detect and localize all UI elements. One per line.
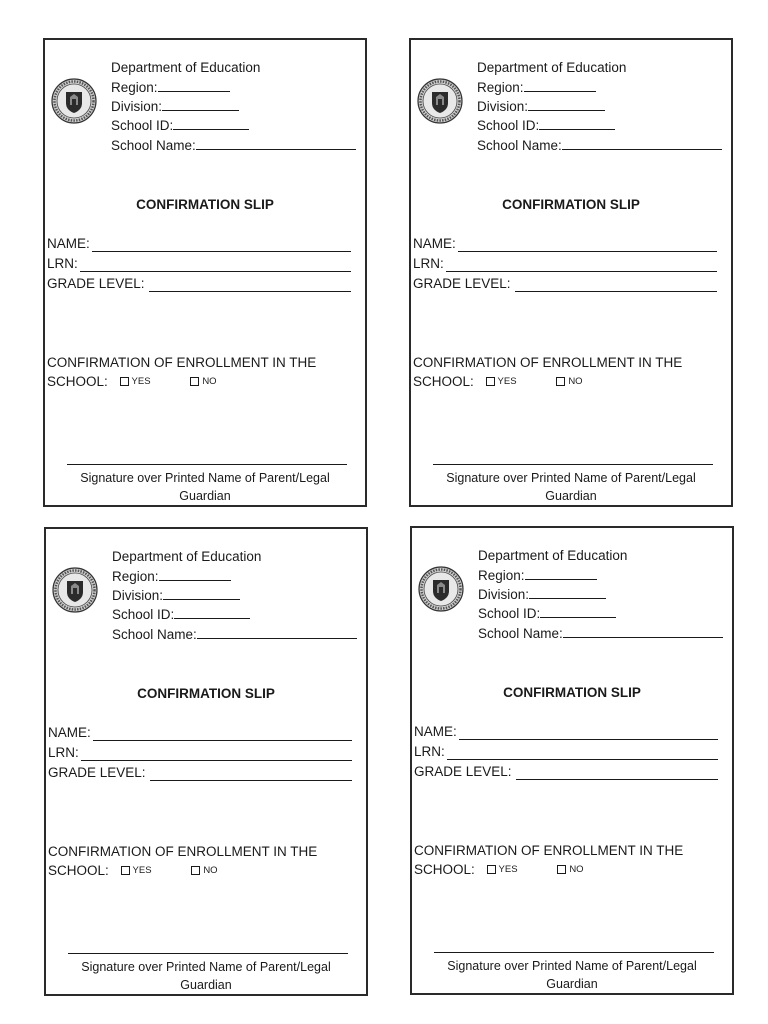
name-label: NAME: [48, 725, 91, 740]
checkbox-icon [486, 377, 495, 386]
school-id-label: School ID: [478, 606, 541, 621]
division-field [478, 587, 606, 603]
school-name-label: School Name: [477, 138, 562, 153]
signature-caption-line2: Guardian [180, 978, 232, 992]
no-option [190, 372, 216, 391]
signature-caption [411, 469, 731, 505]
region-label: Region: [478, 568, 525, 583]
school-id-label: School ID: [111, 118, 174, 133]
lrn-label: LRN: [47, 256, 78, 271]
name-blank [93, 728, 352, 741]
region-blank [158, 80, 230, 92]
name-label: NAME: [414, 724, 457, 739]
region-label: Region: [477, 80, 524, 95]
checkbox-icon [121, 866, 130, 875]
confirmation-slip [44, 527, 368, 996]
yes-option [487, 860, 518, 879]
no-label: NO [568, 376, 583, 387]
division-blank [528, 99, 605, 111]
signature-caption-line2: Guardian [179, 489, 231, 503]
grade-level-field [413, 276, 717, 292]
division-blank [529, 587, 606, 599]
signature-caption-line2: Guardian [545, 489, 597, 503]
school-id-blank [174, 607, 250, 619]
school-name-field [478, 626, 723, 642]
region-label: Region: [111, 80, 158, 95]
school-id-blank [173, 118, 249, 130]
region-blank [524, 80, 596, 92]
enrollment-confirmation [47, 353, 316, 391]
yes-label: YES [131, 376, 151, 387]
name-field [47, 236, 351, 252]
lrn-blank [446, 259, 717, 272]
signature-caption-line1: Signature over Printed Name of Parent/Legal [446, 471, 696, 485]
school-name-blank [562, 138, 722, 150]
school-id-label: School ID: [477, 118, 540, 133]
grade-level-blank [516, 767, 718, 780]
school-label: SCHOOL: [413, 374, 474, 389]
name-label: NAME: [47, 236, 90, 251]
lrn-field [47, 256, 351, 272]
checkbox-icon [556, 377, 565, 386]
enrollment-confirmation [413, 353, 682, 391]
school-label: SCHOOL: [414, 862, 475, 877]
department-name: Department of Education [111, 60, 261, 75]
name-field [414, 724, 718, 740]
confirmation-slip [410, 526, 734, 995]
region-label: Region: [112, 569, 159, 584]
lrn-label: LRN: [413, 256, 444, 271]
checkbox-icon [190, 377, 199, 386]
deped-seal-icon [51, 78, 97, 124]
no-label: NO [203, 865, 218, 876]
enrollment-confirmation [48, 842, 317, 880]
department-name: Department of Education [112, 549, 262, 564]
region-blank [159, 569, 231, 581]
no-option [191, 861, 217, 880]
no-option [556, 372, 582, 391]
no-option [557, 860, 583, 879]
yes-label: YES [497, 376, 517, 387]
grade-level-blank [150, 768, 352, 781]
signature-caption-line1: Signature over Printed Name of Parent/Legal [80, 471, 330, 485]
region-field [112, 569, 231, 585]
division-field [111, 99, 239, 115]
slip-title: CONFIRMATION SLIP [503, 685, 641, 700]
name-blank [458, 239, 717, 252]
checkbox-icon [191, 866, 200, 875]
deped-seal-icon [418, 566, 464, 612]
yes-option [121, 861, 152, 880]
deped-seal-icon [417, 78, 463, 124]
school-id-label: School ID: [112, 607, 175, 622]
region-field [477, 80, 596, 96]
department-name: Department of Education [478, 548, 628, 563]
school-id-field [112, 607, 250, 623]
grade-level-field [47, 276, 351, 292]
department-name: Department of Education [477, 60, 627, 75]
school-name-label: School Name: [111, 138, 196, 153]
confirmation-question: CONFIRMATION OF ENROLLMENT IN THE [47, 355, 317, 370]
confirmation-question: CONFIRMATION OF ENROLLMENT IN THE [413, 355, 683, 370]
confirmation-question: CONFIRMATION OF ENROLLMENT IN THE [48, 844, 318, 859]
lrn-field [48, 745, 352, 761]
lrn-field [413, 256, 717, 272]
grade-level-label: GRADE LEVEL: [413, 276, 511, 291]
division-label: Division: [478, 587, 530, 602]
signature-caption-line1: Signature over Printed Name of Parent/Legal [81, 960, 331, 974]
region-field [111, 80, 230, 96]
signature-caption [46, 958, 366, 994]
confirmation-slip [409, 38, 733, 507]
school-id-blank [539, 118, 615, 130]
enrollment-confirmation [414, 841, 683, 879]
division-blank [163, 588, 240, 600]
name-blank [92, 239, 351, 252]
signature-line [67, 464, 347, 465]
division-field [112, 588, 240, 604]
school-label: SCHOOL: [48, 863, 109, 878]
checkbox-icon [120, 377, 129, 386]
school-name-blank [563, 626, 723, 638]
lrn-field [414, 744, 718, 760]
lrn-label: LRN: [414, 744, 445, 759]
lrn-blank [80, 259, 351, 272]
grade-level-label: GRADE LEVEL: [47, 276, 145, 291]
school-id-field [477, 118, 615, 134]
yes-option [486, 372, 517, 391]
signature-line [434, 952, 714, 953]
school-id-field [111, 118, 249, 134]
signature-caption-line2: Guardian [546, 977, 598, 991]
school-name-field [477, 138, 722, 154]
yes-label: YES [498, 864, 518, 875]
division-label: Division: [111, 99, 163, 114]
division-field [477, 99, 605, 115]
school-id-field [478, 606, 616, 622]
grade-level-label: GRADE LEVEL: [414, 764, 512, 779]
signature-line [433, 464, 713, 465]
grade-level-label: GRADE LEVEL: [48, 765, 146, 780]
school-name-label: School Name: [478, 626, 563, 641]
lrn-blank [447, 747, 718, 760]
deped-seal-icon [52, 567, 98, 613]
grade-level-field [48, 765, 352, 781]
division-label: Division: [112, 588, 164, 603]
no-label: NO [202, 376, 217, 387]
name-label: NAME: [413, 236, 456, 251]
signature-line [68, 953, 348, 954]
yes-label: YES [132, 865, 152, 876]
checkbox-icon [557, 865, 566, 874]
checkbox-icon [487, 865, 496, 874]
school-label: SCHOOL: [47, 374, 108, 389]
no-label: NO [569, 864, 584, 875]
lrn-label: LRN: [48, 745, 79, 760]
slip-title: CONFIRMATION SLIP [502, 197, 640, 212]
signature-caption [412, 957, 732, 993]
grade-level-blank [149, 279, 351, 292]
slip-title: CONFIRMATION SLIP [137, 686, 275, 701]
confirmation-question: CONFIRMATION OF ENROLLMENT IN THE [414, 843, 684, 858]
confirmation-slip [43, 38, 367, 507]
division-label: Division: [477, 99, 529, 114]
region-blank [525, 568, 597, 580]
lrn-blank [81, 748, 352, 761]
name-field [48, 725, 352, 741]
division-blank [162, 99, 239, 111]
signature-caption-line1: Signature over Printed Name of Parent/Legal [447, 959, 697, 973]
school-id-blank [540, 606, 616, 618]
school-name-blank [197, 627, 357, 639]
school-name-label: School Name: [112, 627, 197, 642]
region-field [478, 568, 597, 584]
signature-caption [45, 469, 365, 505]
grade-level-field [414, 764, 718, 780]
school-name-field [112, 627, 357, 643]
school-name-field [111, 138, 356, 154]
slip-title: CONFIRMATION SLIP [136, 197, 274, 212]
name-blank [459, 727, 718, 740]
name-field [413, 236, 717, 252]
grade-level-blank [515, 279, 717, 292]
yes-option [120, 372, 151, 391]
school-name-blank [196, 138, 356, 150]
